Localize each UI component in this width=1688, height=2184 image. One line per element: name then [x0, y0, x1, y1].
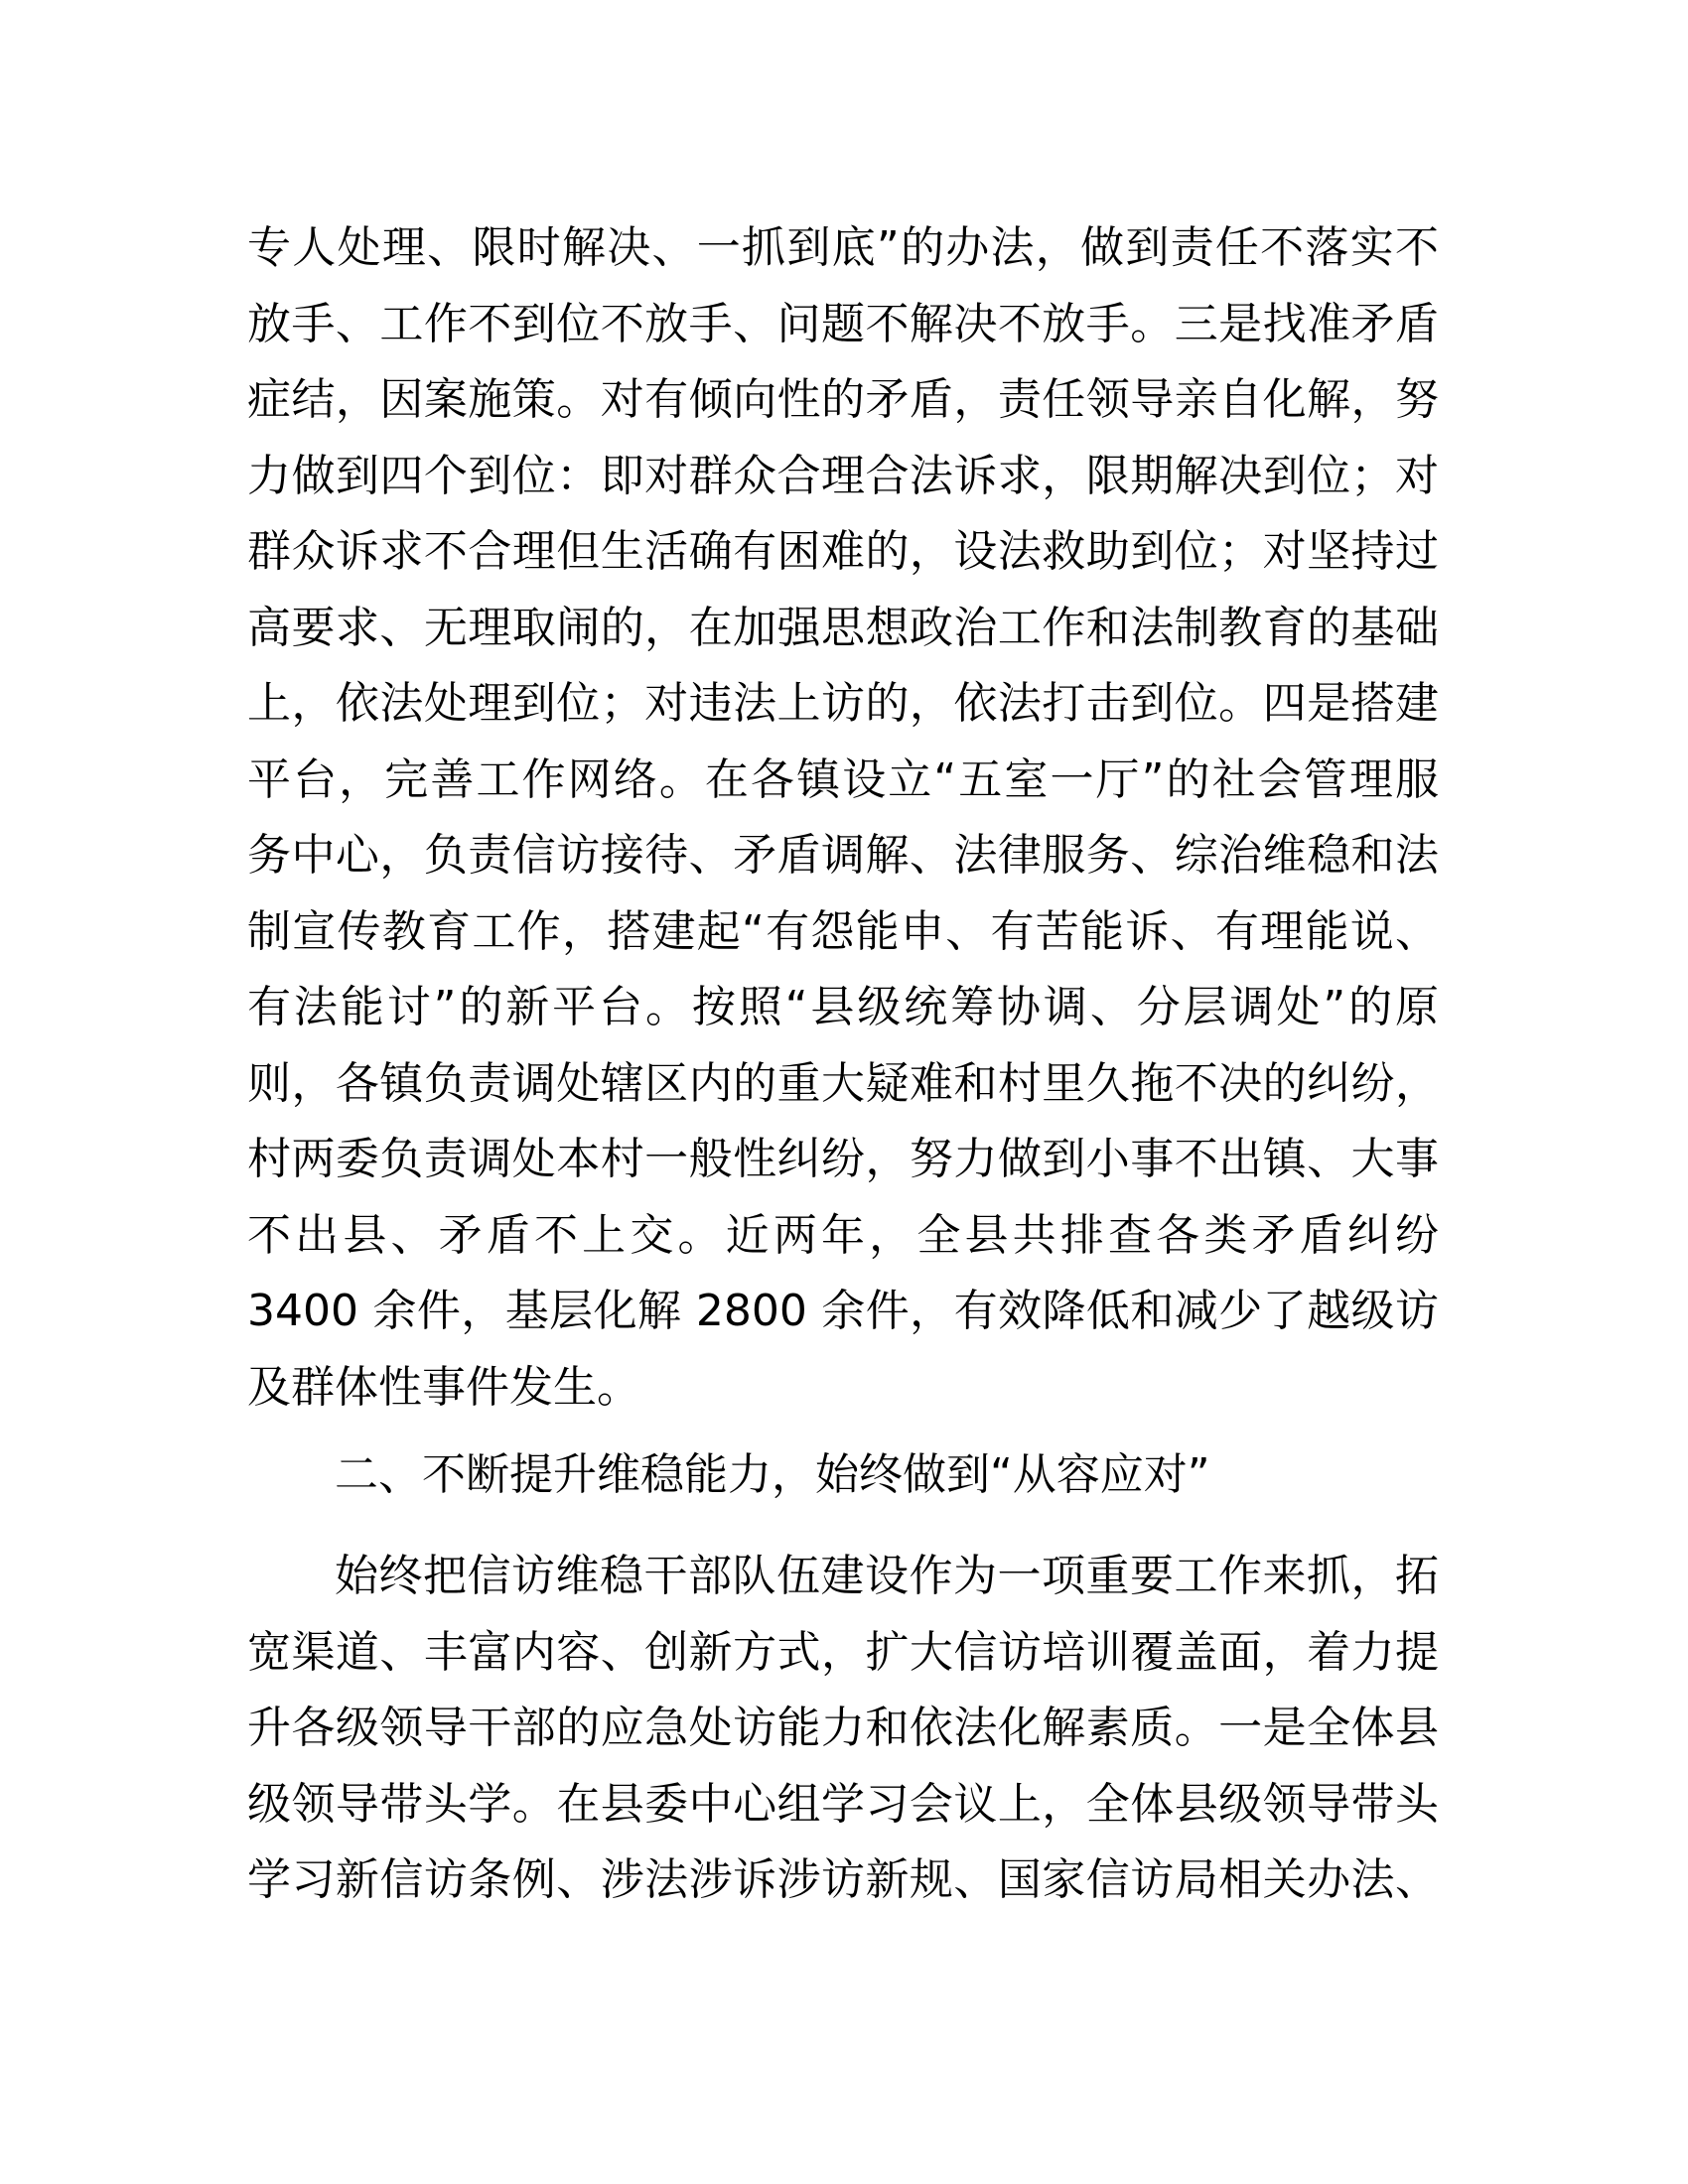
paragraph-line: 制宣传教育工作，搭建起“有怨能申、有苦能诉、有理能说、: [247, 905, 1439, 957]
body-paragraph-2: [247, 1539, 1439, 1919]
paragraph-line: 有法能讨”的新平台。按照“县级统筹协调、分层调处”的原: [247, 982, 1439, 1032]
paragraph-line: 上，依法处理到位；对违法上访的，依法打击到位。四是搭建: [247, 678, 1439, 729]
paragraph-line: 平台，完善工作网络。在各镇设立“五室一厅”的社会管理服: [247, 753, 1439, 805]
paragraph-line: 放手、工作不到位不放手、问题不解决不放手。三是找准矛盾: [247, 298, 1439, 349]
paragraph-line: 及群体性事件发生。: [247, 1361, 640, 1413]
paragraph-line: 力做到四个到位：即对群众合理合法诉求，限期解决到位；对: [247, 450, 1439, 501]
paragraph-line: 宽渠道、丰富内容、创新方式，扩大信访培训覆盖面，着力提: [247, 1626, 1439, 1678]
paragraph-line: 务中心，负责信访接待、矛盾调解、法律服务、综治维稳和法: [247, 830, 1439, 881]
paragraph-line: 症结，因案施策。对有倾向性的矛盾，责任领导亲自化解，努: [247, 374, 1439, 425]
paragraph-line: 则，各镇负责调处辖区内的重大疑难和村里久拖不决的纠纷，: [247, 1057, 1439, 1109]
paragraph-line: 升各级领导干部的应急处访能力和依法化解素质。一是全体县: [247, 1703, 1439, 1753]
paragraph-line: 群众诉求不合理但生活确有困难的，设法救助到位；对坚持过: [247, 526, 1439, 577]
paragraph-line: 不出县、矛盾不上交。近两年，全县共排查各类矛盾纠纷: [247, 1209, 1439, 1261]
paragraph-line: 始终把信访维稳干部队伍建设作为一项重要工作来抓，拓: [335, 1551, 1439, 1601]
section-heading-2: [247, 1437, 1439, 1514]
body-paragraph-1: [247, 210, 1439, 1426]
paragraph-line: 专人处理、限时解决、一抓到底”的办法，做到责任不落实不: [247, 222, 1439, 273]
paragraph-line: 村两委负责调处本村一般性纠纷，努力做到小事不出镇、大事: [247, 1134, 1439, 1184]
paragraph-line: 学习新信访条例、涉法涉诉涉访新规、国家信访局相关办法、: [247, 1854, 1439, 1905]
section-heading-text: 二、不断提升维稳能力，始终做到“从容应对”: [335, 1449, 1210, 1500]
paragraph-line: 高要求、无理取闹的，在加强思想政治工作和法制教育的基础: [247, 602, 1439, 653]
paragraph-line: 级领导带头学。在县委中心组学习会议上，全体县级领导带头: [247, 1778, 1439, 1830]
paragraph-line: 3400 余件，基层化解 2800 余件，有效降低和减少了越级访: [247, 1286, 1439, 1336]
